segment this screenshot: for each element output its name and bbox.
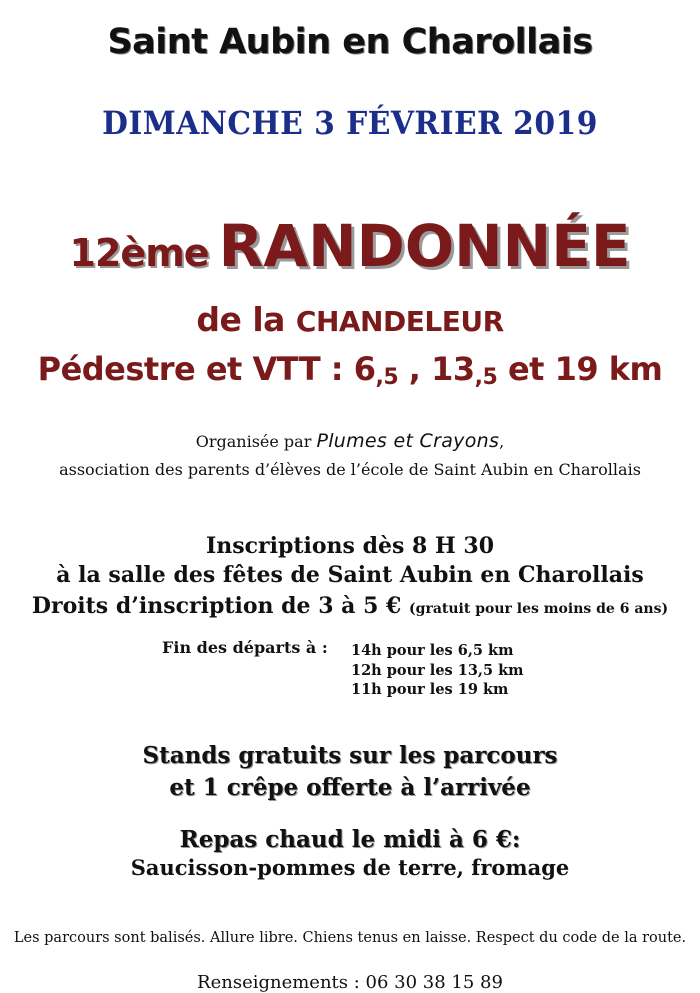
departure-time: 12h pour les 13,5 km xyxy=(351,662,524,679)
organiser-line xyxy=(0,430,700,452)
departure-time: 11h pour les 19 km xyxy=(351,681,509,698)
distances-prefix: Pédestre et VTT : 6 xyxy=(37,350,376,388)
stands-line: Stands gratuits sur les parcours xyxy=(142,742,558,769)
departures-label: Fin des départs à : xyxy=(162,638,328,657)
subtitle-prefix: de la xyxy=(196,300,296,339)
organiser-name: Plumes et Crayons xyxy=(316,430,500,452)
village-title: Saint Aubin en Charollais xyxy=(107,22,593,62)
route-rules: Les parcours sont balisés. Allure libre. Chiens tenus en laisse. Respect du code de la route. xyxy=(13,930,687,946)
fee-text: Droits d’inscription de 3 à 5 € xyxy=(31,593,410,619)
meal-line: Repas chaud le midi à 6 €: xyxy=(179,826,521,853)
contact-line: Renseignements : 06 30 38 15 89 xyxy=(197,972,503,993)
organiser-prefix: Organisée par xyxy=(195,432,317,451)
fee-note: (gratuit pour les moins de 6 ans) xyxy=(409,601,669,617)
distances-separator: , 13 xyxy=(398,350,475,388)
event-date: DIMANCHE 3 FÉVRIER 2019 xyxy=(102,104,598,142)
registration-place: à la salle des fêtes de Saint Aubin en Charollais xyxy=(56,562,644,588)
distance-2-decimal: ,5 xyxy=(474,365,498,390)
registration-fee xyxy=(0,593,700,619)
registration-time: Inscriptions dès 8 H 30 xyxy=(205,533,495,559)
meal-menu: Saucisson-pommes de terre, fromage xyxy=(130,855,570,880)
event-subtitle xyxy=(0,300,700,339)
subtitle-name: CHANDELEUR xyxy=(295,305,504,338)
organiser-suffix: , xyxy=(499,432,505,451)
event-title xyxy=(0,212,700,280)
distance-1-decimal: ,5 xyxy=(375,365,399,390)
event-name: RANDONNÉE xyxy=(218,212,631,280)
crepe-line: et 1 crêpe offerte à l’arrivée xyxy=(169,774,531,801)
distances-suffix: et 19 km xyxy=(497,350,663,388)
distances-line xyxy=(0,350,700,390)
departure-time: 14h pour les 6,5 km xyxy=(351,642,514,659)
edition-label: 12ème xyxy=(69,231,209,275)
association-description: association des parents d’élèves de l’école de Saint Aubin en Charollais xyxy=(59,460,641,479)
